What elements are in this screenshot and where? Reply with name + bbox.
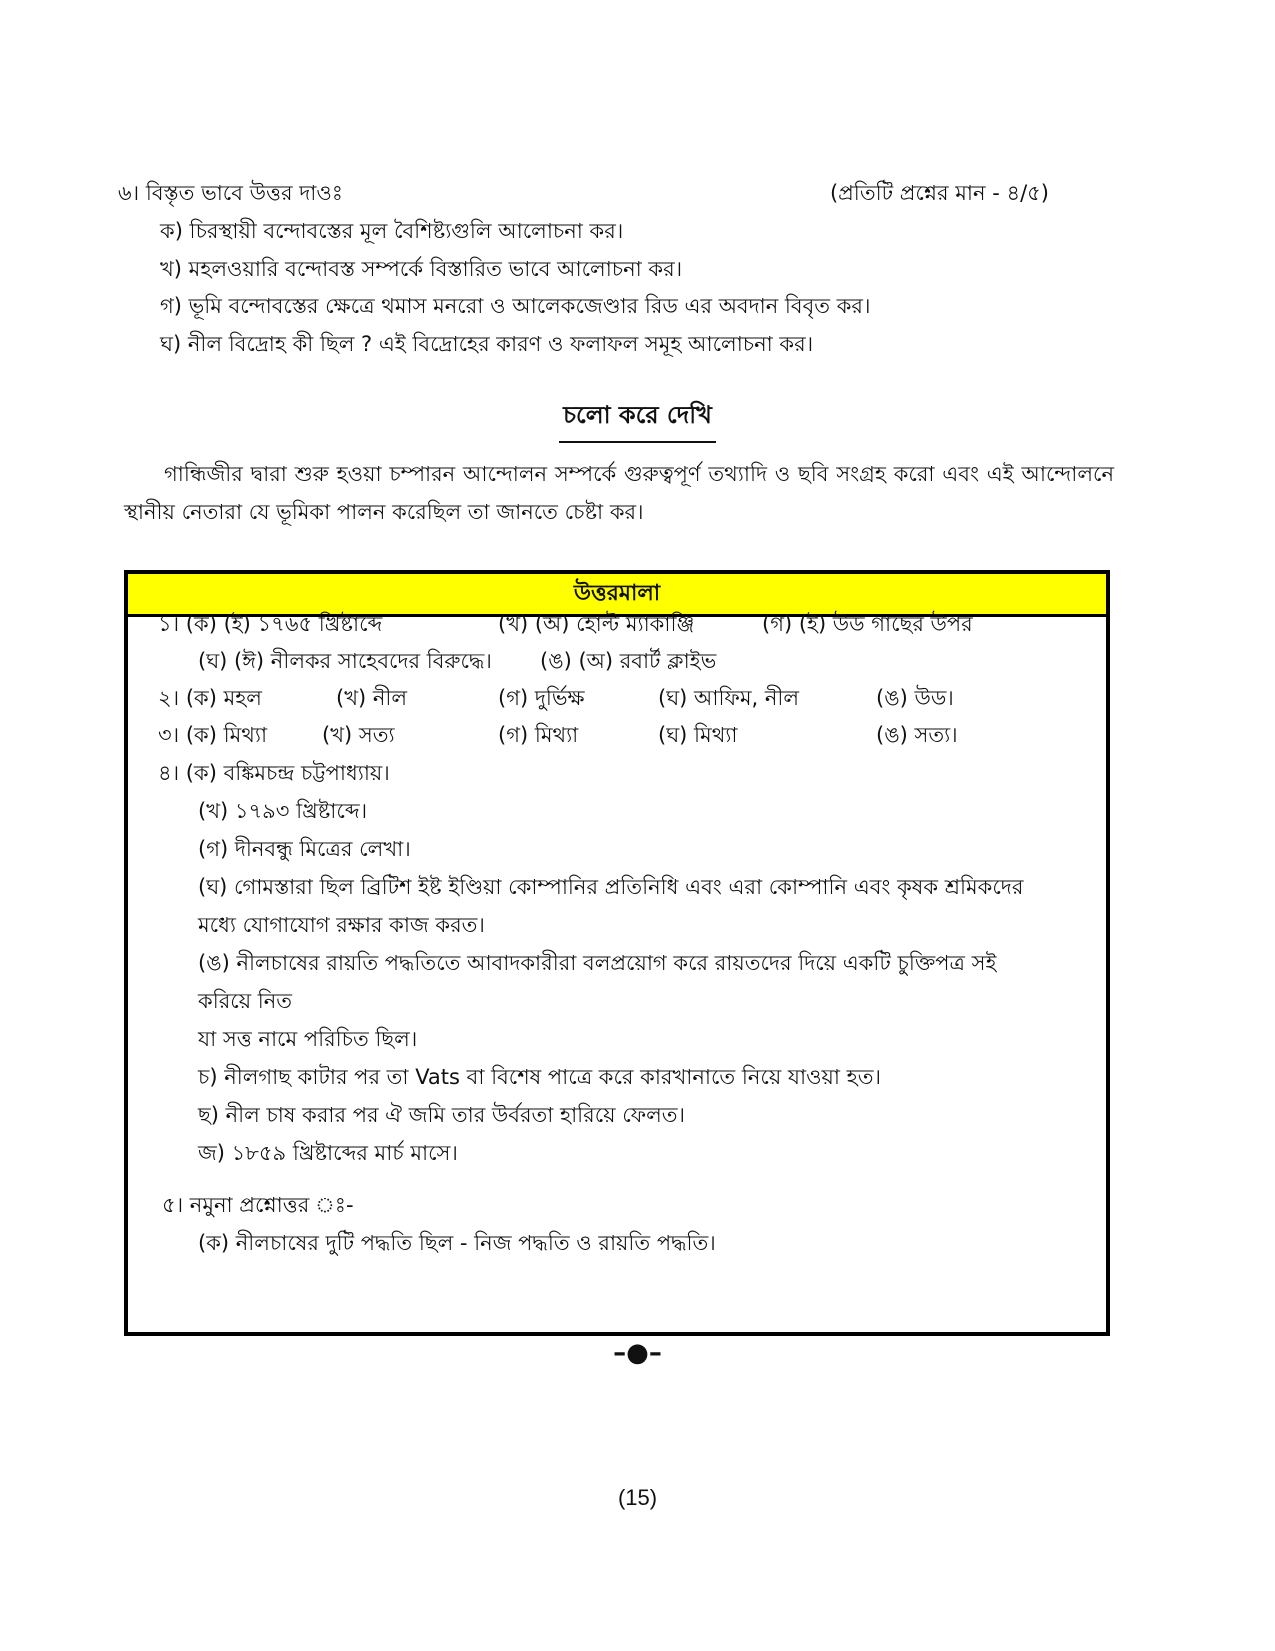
answer-4-e-line1: (ঙ) নীলচাষের রায়তি পদ্ধতিতে আবাদকারীরা বলপ্রয়োগ করে রায়তদের দিয়ে একটি চুক্তিপত্র সই <box>198 951 997 975</box>
answer-1-c: (গ) (ই) উড গাছের উপর <box>762 612 973 636</box>
answer-5-item: (ক) নীলচাষের দুটি পদ্ধতি ছিল - নিজ পদ্ধতি ও রায়তি পদ্ধতি। <box>198 1231 716 1255</box>
answer-3-b: (খ) সত্য <box>322 723 395 747</box>
answer-1-e: (ঙ) (অ) রবার্ট ক্লাইভ <box>540 649 717 673</box>
answer-2-d: (ঘ) আফিম, নীল <box>658 686 800 710</box>
q6-item-a: ক) চিরস্থায়ী বন্দোবস্তের মূল বৈশিষ্ট্যগুলি আলোচনা কর। <box>160 219 624 243</box>
activity-heading: চলো করে দেখি <box>0 397 1275 443</box>
section-end-mark: –●– <box>613 1338 662 1368</box>
answer-2-e: (ঙ) উড। <box>876 686 954 710</box>
q6-item-d: ঘ) নীল বিদ্রোহ কী ছিল ? এই বিদ্রোহের কারণ ও ফলাফল সমূহ আলোচনা কর। <box>160 332 814 356</box>
answer-3-d: (ঘ) মিথ্যা <box>658 723 738 747</box>
answer-3-c: (গ) মিথ্যা <box>498 723 579 747</box>
answer-box <box>124 570 1110 1336</box>
answer-3-a: ৩। (ক) মিথ্যা <box>158 723 268 747</box>
activity-text: গান্ধিজীর দ্বারা শুরু হওয়া চম্পারন আন্দোলন সম্পর্কে গুরুত্বপূর্ণ তথ্যাদি ও ছবি সংগ্রহ করো এবং এই আন্দোলনে স্থানীয় নেতারা যে ভূমিকা পালন করেছিল তা জানতে চেষ্টা কর। <box>124 462 1114 524</box>
answer-2-a: ২। (ক) মহল <box>158 686 262 710</box>
answer-4-d-line1: (ঘ) গোমস্তারা ছিল ব্রিটিশ ইষ্ট ইণ্ডিয়া কোম্পানির প্রতিনিধি এবং এরা কোম্পানি এবং কৃষক শ্রমিকদের <box>198 875 1024 899</box>
answer-4-h: জ) ১৮৫৯ খ্রিষ্টাব্দের মার্চ মাসে। <box>198 1141 458 1165</box>
answer-4-f: চ) নীলগাছ কাটার পর তা Vats বা বিশেষ পাত্রে করে কারখানাতে নিয়ে যাওয়া হত। <box>198 1065 881 1089</box>
answer-4-c: (গ) দীনবন্ধু মিত্রের লেখা। <box>198 837 411 861</box>
answer-2-c: (গ) দুর্ভিক্ষ <box>498 686 585 710</box>
answer-4-d-line2: মধ্যে যোগাযোগ রক্ষার কাজ করত। <box>198 913 485 937</box>
answer-title: উত্তরমালা <box>128 574 1106 617</box>
answer-4-a: ৪। (ক) বঙ্কিমচন্দ্র চট্টপাধ্যায়। <box>158 761 390 785</box>
answer-3-e: (ঙ) সত্য। <box>876 723 958 747</box>
answer-1-d: (ঘ) (ঈ) নীলকর সাহেবদের বিরুদ্ধে। <box>198 649 492 673</box>
q6-item-b: খ) মহলওয়ারি বন্দোবস্ত সম্পর্কে বিস্তারিত ভাবে আলোচনা কর। <box>160 257 683 281</box>
q6-marks: (প্রতিটি প্রশ্নের মান - ৪/৫) <box>829 181 1049 205</box>
answer-5-title: ৫। নমুনা প্রশ্নোত্তর ঃ- <box>162 1193 354 1217</box>
answer-4-g: ছ) নীল চাষ করার পর ঐ জমি তার উর্বরতা হারিয়ে ফেলত। <box>198 1103 685 1127</box>
q6-title: ৬। বিস্তৃত ভাবে উত্তর দাওঃ <box>118 181 343 205</box>
answer-4-e-line3: যা সত্ত নামে পরিচিত ছিল। <box>198 1027 418 1051</box>
answer-4-b: (খ) ১৭৯৩ খ্রিষ্টাব্দে। <box>198 799 368 823</box>
answer-1-a: ১। (ক) (ই) ১৭৬৫ খ্রিষ্টাব্দে <box>158 612 383 636</box>
answer-2-b: (খ) নীল <box>336 686 408 710</box>
answer-4-e-line2: করিয়ে নিত <box>198 989 293 1013</box>
page-number: (15) <box>617 1485 658 1510</box>
answer-1-b: (খ) (অ) হোল্ট ম্যাকাঞ্জি <box>498 612 695 636</box>
q6-item-c: গ) ভূমি বন্দোবস্তের ক্ষেত্রে থমাস মনরো ও আলেকজেণ্ডার রিড এর অবদান বিবৃত কর। <box>160 294 871 318</box>
